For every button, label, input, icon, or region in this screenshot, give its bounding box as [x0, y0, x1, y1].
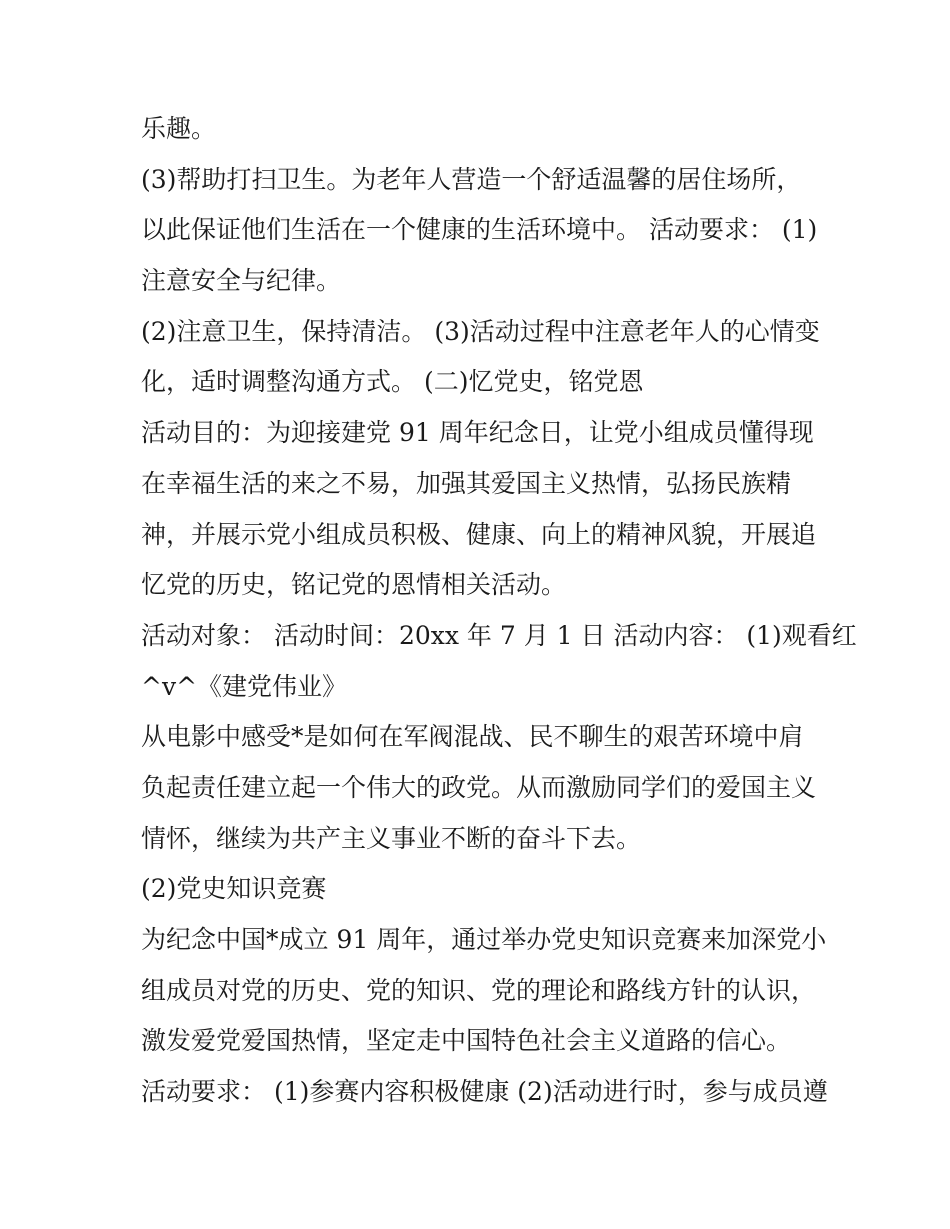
text-line: (2)注意卫生，保持清洁。 (3)活动过程中注意老年人的心情变 [141, 316, 820, 346]
text-line: 神，并展示党小组成员积极、健康、向上的精神风貌，开展追 [141, 519, 817, 549]
text-line: 活动对象： 活动时间：20xx 年 7 月 1 日 活动内容： (1)观看红 [141, 620, 857, 650]
text-line: (3)帮助打扫卫生。为老年人营造一个舒适温馨的居住场所， [141, 164, 802, 194]
text-line: 忆党的历史，铭记党的恩情相关活动。 [141, 570, 567, 600]
text-line: (2)党史知识竞赛 [141, 874, 327, 904]
text-line: 从电影中感受*是如何在军阀混战、民不聊生的艰苦环境中肩 [141, 722, 804, 752]
text-line: 以此保证他们生活在一个健康的生活环境中。 活动要求： (1) [141, 215, 818, 245]
text-line: 组成员对党的历史、党的知识、党的理论和路线方针的认识， [141, 975, 817, 1005]
text-line: 化，适时调整沟通方式。 (二)忆党史，铭党恩 [141, 367, 644, 397]
text-line: 活动要求： (1)参赛内容积极健康 (2)活动进行时，参与成员遵 [141, 1077, 828, 1107]
text-line: 激发爱党爱国热情，坚定走中国特色社会主义道路的信心。 [141, 1026, 792, 1056]
text-line: ^v^《建党伟业》 [141, 671, 348, 701]
text-line: 为纪念中国*成立 91 周年，通过举办党史知识竞赛来加深党小 [141, 925, 827, 954]
text-line: 在幸福生活的来之不易，加强其爱国主义热情，弘扬民族精 [141, 468, 792, 498]
text-line: 负起责任建立起一个伟大的政党。从而激励同学们的爱国主义 [141, 772, 817, 802]
body-text [141, 104, 857, 1118]
text-line: 活动目的：为迎接建党 91 周年纪念日，让党小组成员懂得现 [141, 418, 814, 448]
text-line: 情怀，继续为共产主义事业不断的奋斗下去。 [141, 823, 642, 853]
text-line: 乐趣。 [141, 114, 217, 143]
text-line: 注意安全与纪律。 [141, 266, 342, 296]
